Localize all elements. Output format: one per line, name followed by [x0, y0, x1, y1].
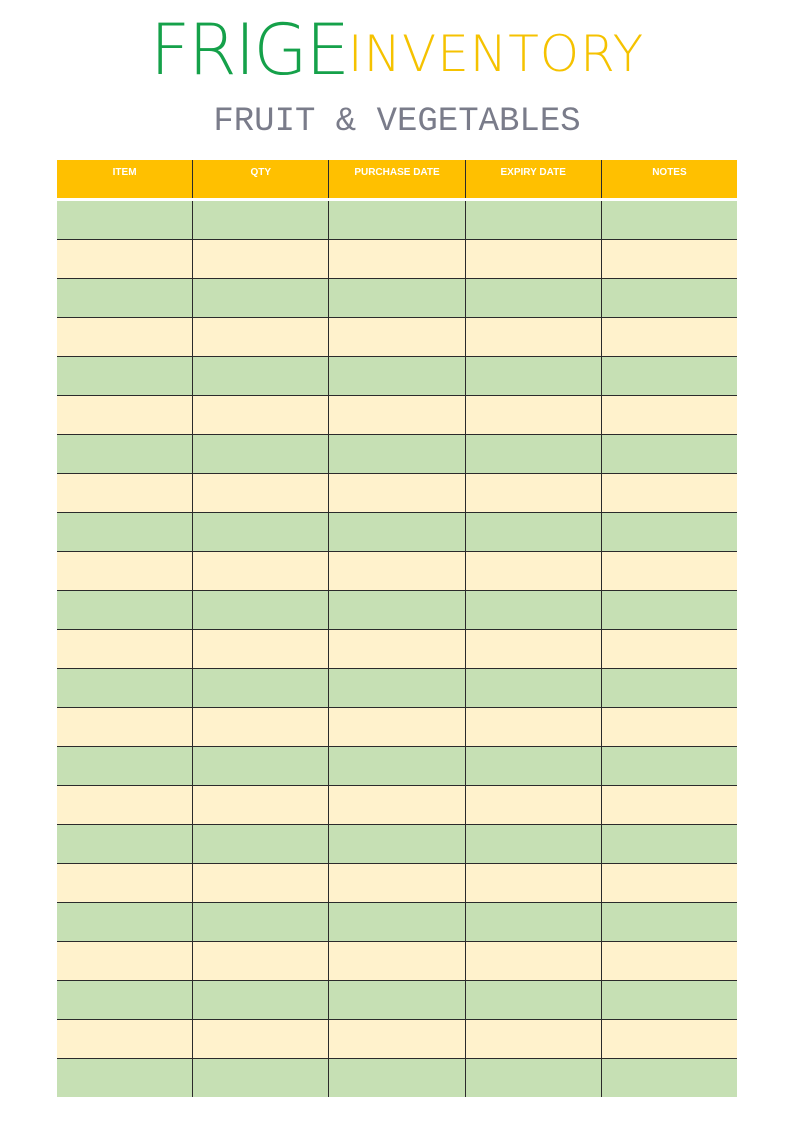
table-cell-expiry-date[interactable]	[465, 747, 601, 785]
page-title	[0, 10, 794, 90]
table-row	[57, 552, 737, 591]
table-cell-expiry-date[interactable]	[465, 279, 601, 317]
table-cell-qty[interactable]	[192, 474, 328, 512]
table-row	[57, 708, 737, 747]
table-cell-qty[interactable]	[192, 1059, 328, 1097]
table-row	[57, 279, 737, 318]
table-cell-item[interactable]	[57, 630, 192, 668]
table-cell-notes[interactable]	[601, 435, 737, 473]
table-cell-expiry-date[interactable]	[465, 669, 601, 707]
table-cell-item[interactable]	[57, 552, 192, 590]
table-cell-qty[interactable]	[192, 396, 328, 434]
table-cell-item[interactable]	[57, 669, 192, 707]
table-cell-qty[interactable]	[192, 981, 328, 1019]
table-row	[57, 201, 737, 240]
table-cell-qty[interactable]	[192, 318, 328, 356]
table-cell-notes[interactable]	[601, 903, 737, 941]
table-cell-item[interactable]	[57, 318, 192, 356]
table-cell-notes[interactable]	[601, 474, 737, 512]
table-cell-qty[interactable]	[192, 357, 328, 395]
table-row	[57, 513, 737, 552]
table-cell-qty[interactable]	[192, 201, 328, 239]
table-cell-notes[interactable]	[601, 1059, 737, 1097]
column-header-qty: QTY	[192, 160, 328, 198]
table-cell-item[interactable]	[57, 942, 192, 980]
table-cell-purchase-date[interactable]	[328, 630, 464, 668]
table-row	[57, 240, 737, 279]
table-cell-purchase-date[interactable]	[328, 435, 464, 473]
table-cell-notes[interactable]	[601, 357, 737, 395]
table-cell-item[interactable]	[57, 435, 192, 473]
table-cell-purchase-date[interactable]	[328, 357, 464, 395]
table-cell-notes[interactable]	[601, 396, 737, 434]
table-cell-notes[interactable]	[601, 318, 737, 356]
table-cell-expiry-date[interactable]	[465, 1020, 601, 1058]
table-row	[57, 396, 737, 435]
table-cell-notes[interactable]	[601, 786, 737, 824]
table-cell-item[interactable]	[57, 240, 192, 278]
table-cell-qty[interactable]	[192, 747, 328, 785]
table-cell-qty[interactable]	[192, 825, 328, 863]
table-cell-expiry-date[interactable]	[465, 435, 601, 473]
title-sub: INVENTORY	[347, 25, 645, 83]
table-cell-expiry-date[interactable]	[465, 357, 601, 395]
table-cell-purchase-date[interactable]	[328, 552, 464, 590]
table-cell-qty[interactable]	[192, 864, 328, 902]
table-cell-purchase-date[interactable]	[328, 591, 464, 629]
table-cell-expiry-date[interactable]	[465, 981, 601, 1019]
table-cell-item[interactable]	[57, 981, 192, 1019]
table-cell-qty[interactable]	[192, 942, 328, 980]
column-header-item: ITEM	[112, 167, 137, 178]
table-cell-item[interactable]	[57, 201, 192, 239]
table-cell-item[interactable]	[57, 864, 192, 902]
table-cell-notes[interactable]	[601, 1020, 737, 1058]
table-cell-purchase-date[interactable]	[328, 240, 464, 278]
table-cell-notes[interactable]	[601, 201, 737, 239]
table-row	[57, 630, 737, 669]
table-cell-purchase-date[interactable]	[328, 474, 464, 512]
table-cell-expiry-date[interactable]	[465, 474, 601, 512]
table-cell-purchase-date[interactable]	[328, 669, 464, 707]
table-cell-notes[interactable]	[601, 513, 737, 551]
table-cell-expiry-date[interactable]	[465, 552, 601, 590]
table-cell-qty[interactable]	[192, 591, 328, 629]
table-cell-qty[interactable]	[192, 786, 328, 824]
table-cell-notes[interactable]	[601, 591, 737, 629]
table-cell-expiry-date[interactable]	[465, 825, 601, 863]
table-cell-qty[interactable]	[192, 669, 328, 707]
table-row	[57, 903, 737, 942]
table-cell-purchase-date[interactable]	[328, 1059, 464, 1097]
table-cell-qty[interactable]	[192, 279, 328, 317]
table-row	[57, 864, 737, 903]
table-cell-item[interactable]	[57, 513, 192, 551]
table-cell-qty[interactable]	[192, 552, 328, 590]
title-main: FRIGE	[149, 9, 348, 91]
table-cell-qty[interactable]	[192, 513, 328, 551]
table-cell-item[interactable]	[57, 357, 192, 395]
table-cell-expiry-date[interactable]	[465, 240, 601, 278]
table-cell-purchase-date[interactable]	[328, 747, 464, 785]
table-cell-qty[interactable]	[192, 1020, 328, 1058]
table-cell-purchase-date[interactable]	[328, 786, 464, 824]
table-cell-expiry-date[interactable]	[465, 318, 601, 356]
table-cell-purchase-date[interactable]	[328, 903, 464, 941]
table-row	[57, 786, 737, 825]
table-cell-expiry-date[interactable]	[465, 942, 601, 980]
table-row	[57, 1059, 737, 1097]
column-header-expiry-date: EXPIRY DATE	[465, 160, 601, 198]
table-row	[57, 1020, 737, 1059]
column-header-purchase-date: PURCHASE DATE	[328, 160, 464, 198]
table-row	[57, 474, 737, 513]
table-cell-item[interactable]	[57, 396, 192, 434]
table-cell-qty[interactable]	[192, 708, 328, 746]
table-cell-notes[interactable]	[601, 279, 737, 317]
table-cell-purchase-date[interactable]	[328, 201, 464, 239]
table-cell-expiry-date[interactable]	[465, 630, 601, 668]
table-cell-notes[interactable]	[601, 669, 737, 707]
table-cell-expiry-date[interactable]	[465, 513, 601, 551]
table-row	[57, 357, 737, 396]
table-cell-qty[interactable]	[192, 240, 328, 278]
table-cell-purchase-date[interactable]	[328, 981, 464, 1019]
table-cell-expiry-date[interactable]	[465, 396, 601, 434]
table-cell-notes[interactable]	[601, 864, 737, 902]
inventory-table	[57, 160, 737, 1097]
table-cell-item[interactable]	[57, 1020, 192, 1058]
table-row	[57, 591, 737, 630]
table-row	[57, 318, 737, 357]
table-cell-expiry-date[interactable]	[465, 1059, 601, 1097]
table-cell-notes[interactable]	[601, 240, 737, 278]
table-row	[57, 942, 737, 981]
table-cell-item[interactable]	[57, 708, 192, 746]
table-cell-item[interactable]	[57, 786, 192, 824]
column-header-notes: NOTES	[601, 160, 737, 198]
table-cell-purchase-date[interactable]	[328, 279, 464, 317]
table-cell-purchase-date[interactable]	[328, 864, 464, 902]
table-cell-notes[interactable]	[601, 552, 737, 590]
table-cell-expiry-date[interactable]	[465, 864, 601, 902]
table-cell-notes[interactable]	[601, 630, 737, 668]
table-cell-notes[interactable]	[601, 981, 737, 1019]
table-cell-purchase-date[interactable]	[328, 1020, 464, 1058]
table-cell-notes[interactable]	[601, 942, 737, 980]
table-row	[57, 435, 737, 474]
table-cell-item[interactable]	[57, 747, 192, 785]
table-cell-item[interactable]	[57, 825, 192, 863]
table-row	[57, 747, 737, 786]
table-cell-expiry-date[interactable]	[465, 708, 601, 746]
table-cell-item[interactable]	[57, 591, 192, 629]
table-cell-expiry-date[interactable]	[465, 786, 601, 824]
table-cell-qty[interactable]	[192, 630, 328, 668]
page-subtitle: FRUIT & VEGETABLES	[213, 103, 581, 141]
table-cell-purchase-date[interactable]	[328, 825, 464, 863]
table-cell-notes[interactable]	[601, 825, 737, 863]
table-cell-item[interactable]	[57, 474, 192, 512]
table-cell-qty[interactable]	[192, 435, 328, 473]
table-body	[57, 201, 737, 1097]
table-row	[57, 669, 737, 708]
table-cell-item[interactable]	[57, 1059, 192, 1097]
table-cell-purchase-date[interactable]	[328, 942, 464, 980]
table-cell-notes[interactable]	[601, 708, 737, 746]
table-cell-purchase-date[interactable]	[328, 708, 464, 746]
table-cell-purchase-date[interactable]	[328, 318, 464, 356]
table-row	[57, 825, 737, 864]
table-cell-item[interactable]	[57, 279, 192, 317]
table-cell-purchase-date[interactable]	[328, 513, 464, 551]
table-cell-qty[interactable]	[192, 903, 328, 941]
table-cell-item[interactable]	[57, 903, 192, 941]
table-cell-expiry-date[interactable]	[465, 903, 601, 941]
table-cell-expiry-date[interactable]	[465, 591, 601, 629]
table-header	[57, 160, 737, 201]
table-row	[57, 981, 737, 1020]
table-cell-purchase-date[interactable]	[328, 396, 464, 434]
table-cell-expiry-date[interactable]	[465, 201, 601, 239]
table-cell-notes[interactable]	[601, 747, 737, 785]
